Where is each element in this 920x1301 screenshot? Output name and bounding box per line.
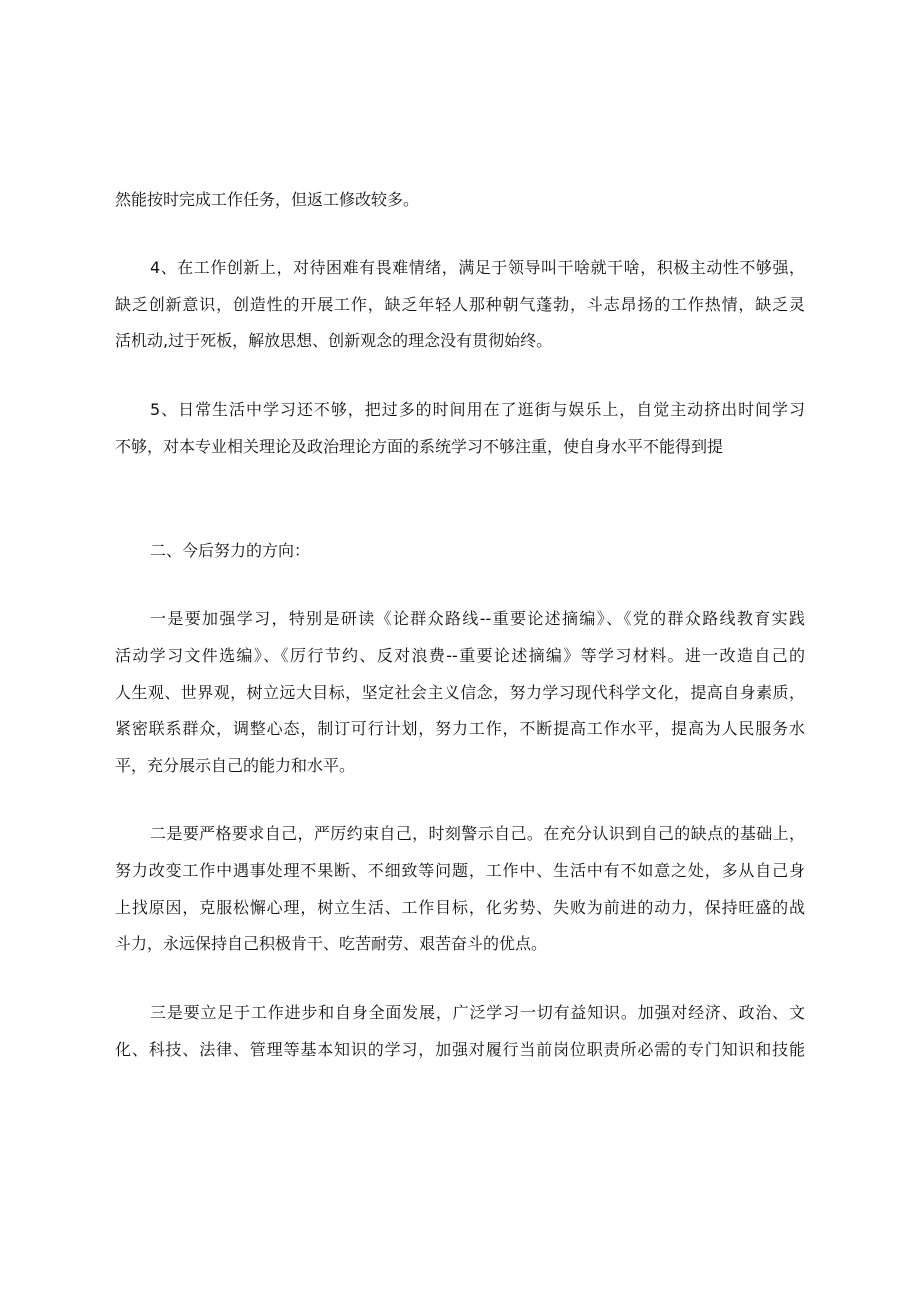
paragraph-line: 活动学习文件选编》、《厉行节约、反对浪费--重要论述摘编》等学习材料。进一改造自己的 [115,646,805,665]
paragraph-line: 活机动,过于死板，解放思想、创新观念的理念没有贯彻始终。 [115,331,553,350]
section-heading: 二、今后努力的方向： [150,541,311,560]
paragraph-line: 努力改变工作中遇事处理不果断、不细致等问题，工作中、生活中有不如意之处，多从自己身 [115,861,805,880]
paragraph-line: 5、日常生活中学习还不够，把过多的时间用在了逛街与娱乐上，自觉主动挤出时间学习 [150,400,805,419]
paragraph-line: 三是要立足于工作进步和自身全面发展，广泛学习一切有益知识。加强对经济、政治、文 [150,1003,805,1022]
paragraph-line: 缺乏创新意识，创造性的开展工作，缺乏年轻人那种朝气蓬勃，斗志昂扬的工作热情，缺乏灵 [115,295,805,314]
paragraph-line: 斗力，永远保持自己积极肯干、吃苦耐劳、艰苦奋斗的优点。 [115,934,548,953]
paragraph-line: 二是要严格要求自己，严厉约束自己，时刻警示自己。在充分认识到自己的缺点的基础上， [150,824,805,843]
paragraph-line: 4、在工作创新上，对待困难有畏难情绪，满足于领导叫干啥就干啥，积极主动性不够强， [150,258,805,277]
paragraph-line: 化、科技、法律、管理等基本知识的学习，加强对履行当前岗位职责所必需的专门知识和技能 [115,1040,805,1059]
paragraph-line: 上找原因，克服松懈心理，树立生活、工作目标，化劣势、失败为前进的动力，保持旺盛的战 [115,898,805,917]
paragraph-line: 不够，对本专业相关理论及政治理论方面的系统学习不够注重，使自身水平不能得到提 [115,437,724,456]
paragraph-line: 人生观、世界观，树立远大目标，坚定社会主义信念，努力学习现代科学文化，提高自身素质， [115,683,805,702]
paragraph-line: 一是要加强学习，特别是研读《论群众路线--重要论述摘编》、《党的群众路线教育实践 [150,609,805,628]
paragraph-line: 然能按时完成工作任务，但返工修改较多。 [115,190,420,209]
paragraph-line: 平，充分展示自己的能力和水平。 [115,756,356,775]
paragraph-line: 紧密联系群众，调整心态，制订可行计划，努力工作，不断提高工作水平，提高为人民服务水 [115,719,805,738]
